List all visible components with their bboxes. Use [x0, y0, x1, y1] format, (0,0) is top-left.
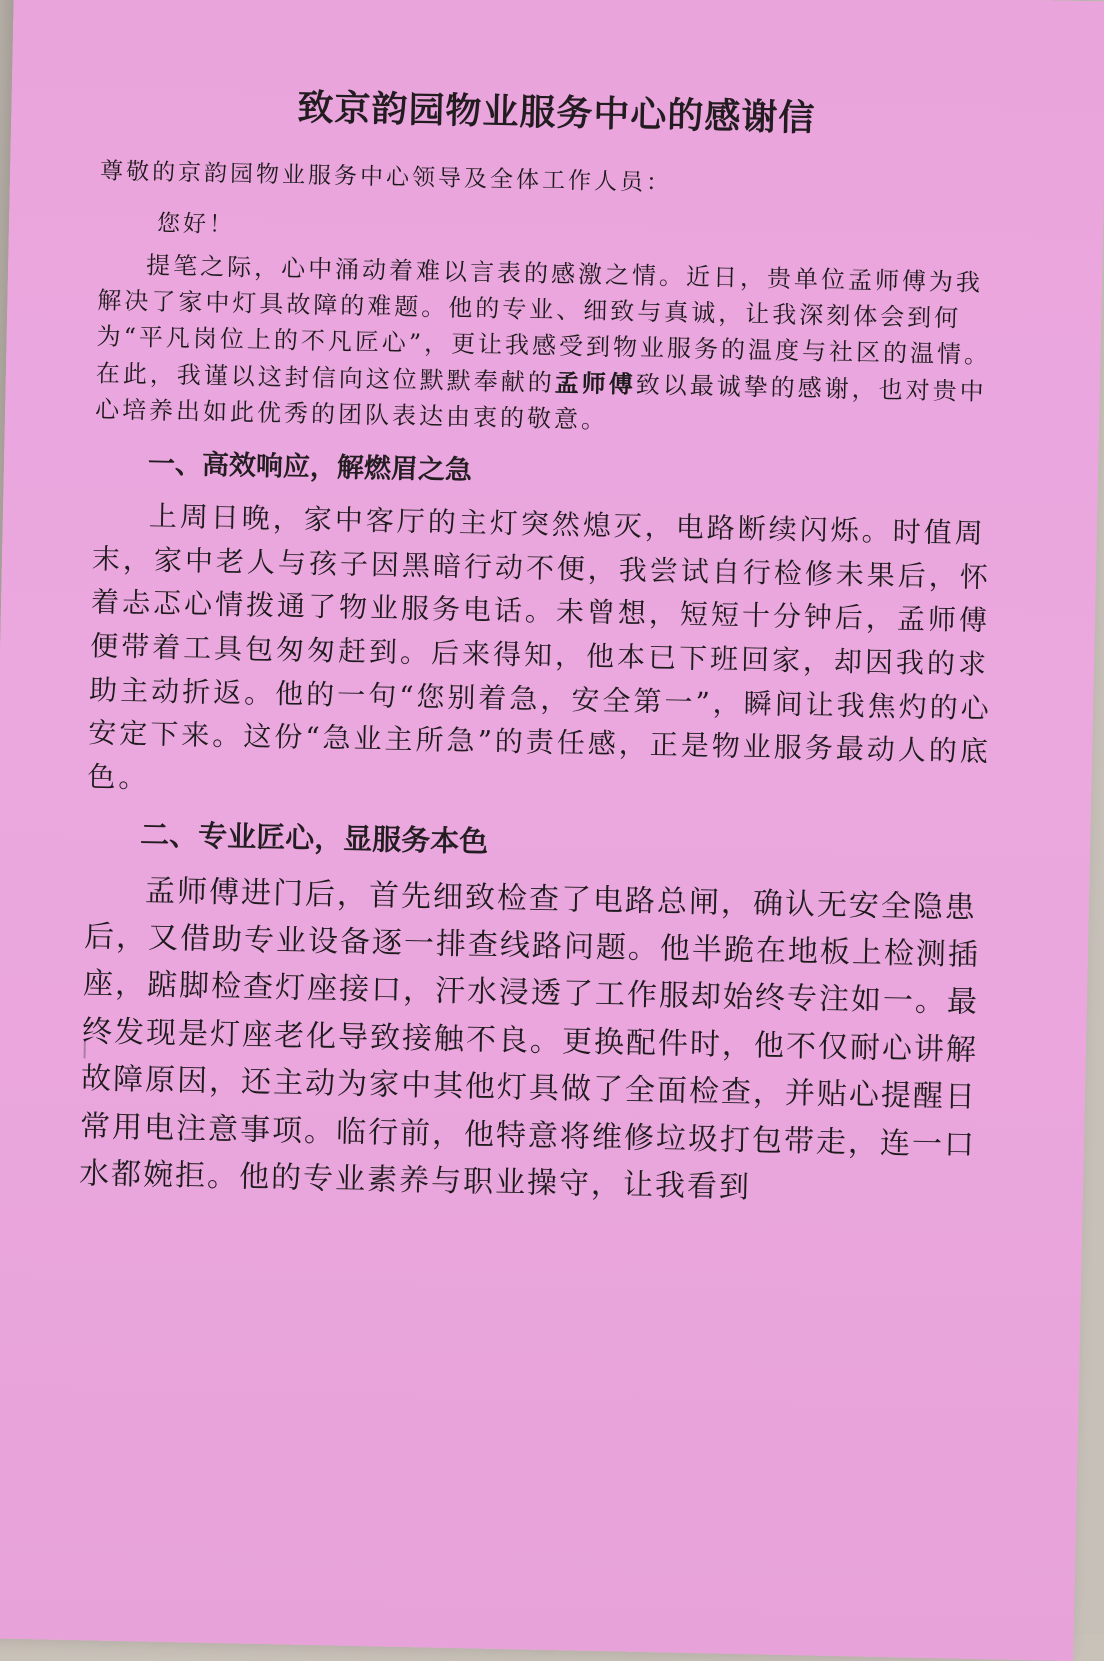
intro-text-after: 致以最诚挚的感谢，也对贵中心培养出如此优秀的团队表达由衷的敬意。 [94, 370, 987, 435]
greeting: 您好！ [156, 210, 236, 238]
intro-paragraph [95, 246, 1009, 447]
intro-name: 孟师傅 [554, 368, 637, 399]
salutation: 尊敬的京韵园物业服务中心领导及全体工作人员： [99, 158, 673, 197]
section1-paragraph: 上周日晚，家中客厅的主灯突然熄灭，电路断续闪烁。时值周末，家中老人与孩子因黑暗行动不便，我尝试自行检修未果后，怀着忐忑心情拨通了物业服务电话。未曾想，短短十分钟后，孟师傅便带着工具包匆匆赶到。后来得知，他本已下班回家，却因我的求助主动折返。他的一句“您别着急，安全第一”，瞬间让我焦灼的心安定下来。这份“急业主所急”的责任感，正是物业服务最动人的底色。 [87, 499, 993, 795]
section2-heading: 二、专业匠心，显服务本色 [139, 816, 489, 859]
letter-title: 致京韵园物业服务中心的感谢信 [297, 87, 816, 140]
letter-body [78, 75, 1011, 1222]
pencil-mark [84, 1040, 86, 1058]
intro-text-before: 提笔之际，心中涌动着难以言表的感激之情。近日，贵单位孟师傅为我解决了家中灯具故障的难题。他的专业、细致与真诚，让我深刻体会到何为“平凡岗位上的不凡匠心”，更让我感受到物业服务的温度与社区的温情。在此，我谨以这封信向这位默默奉献的 [95, 250, 992, 397]
section2-paragraph: 孟师傅进门后，首先细致检查了电路总闸，确认无安全隐患后，又借助专业设备逐一排查线路问题。他半跪在地板上检测插座，踮脚检查灯座接口，汗水浸透了工作服却始终专注如一。最终发现是灯座老化导致接触不良。更换配件时，他不仅耐心讲解故障原因，还主动为家中其他灯具做了全面检查，并贴心提醒日常用电注意事项。临行前，他特意将维修垃圾打包带走，连一口水都婉拒。他的专业素养与职业操守，让我看到 [78, 873, 981, 1206]
section1-heading: 一、高效响应，解燃眉之急 [147, 448, 473, 487]
